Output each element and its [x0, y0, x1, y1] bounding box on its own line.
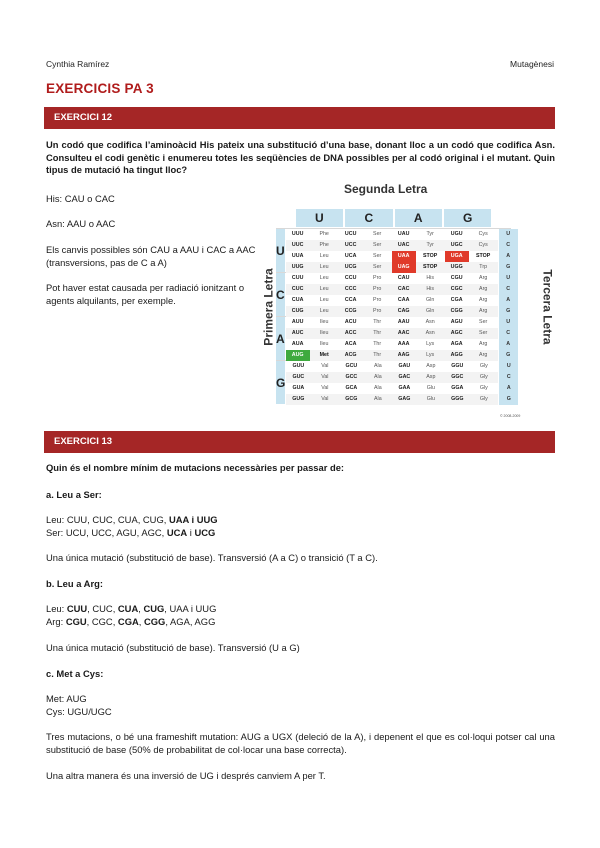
codon-triplet: GGC — [451, 374, 464, 380]
codon-cell — [392, 306, 445, 317]
part-a-title: a. Leu a Ser: — [46, 489, 102, 500]
codon-triplet: ACU — [344, 319, 357, 325]
codon-row — [286, 317, 518, 328]
amino-acid: Gln — [426, 308, 435, 314]
exercise-12-question: Un codó que codifica l’aminoàcid His pateix una substitució d’una base, donant lloc a un codó que codifica Asn. Consulteu el codi genètic i enumereu totes les seqüències de DNA possibles per al codó original i el mutant. Quin tipus de mutació ha tingut lloc? — [46, 139, 555, 175]
codon-block-u — [276, 228, 511, 272]
codon-cell — [339, 372, 392, 383]
amino-acid: Arg — [479, 341, 488, 347]
codon-cell — [445, 328, 498, 339]
codon-triplet: GCU — [345, 363, 358, 369]
codon-triplet: CGC — [450, 286, 463, 292]
codon-cell — [445, 295, 498, 306]
codon-triplet: AAA — [397, 341, 410, 347]
amino-acid: Asp — [426, 374, 436, 380]
codon-block-g — [276, 360, 511, 404]
codon-cell — [445, 372, 498, 383]
first-letter-cell: G — [276, 361, 286, 404]
codon-triplet: GAA — [398, 385, 411, 391]
codon-cell — [445, 273, 498, 284]
amino-acid: Ser — [479, 330, 488, 336]
codon-triplet: CAC — [397, 286, 410, 292]
second-letter-a: A — [394, 208, 443, 228]
first-letter-cell: A — [276, 317, 286, 360]
amino-acid: Asn — [425, 330, 435, 336]
codon-cell — [392, 273, 445, 284]
codon-cell — [339, 240, 392, 251]
codon-triplet: CCC — [344, 286, 357, 292]
part-c-answer-1: Tres mutacions, o bé una frameshift mutation: AUG a UGX (deleció de la A), i depenent el que es col·loqui potser cal una substitució de base (50% de probabilitat de col·locar una base correcta). — [46, 731, 555, 755]
codon-triplet: CUU — [291, 275, 304, 281]
third-letter-cell: U — [498, 273, 518, 284]
amino-acid: Tyr — [426, 242, 434, 248]
codon-grid — [276, 208, 511, 404]
genetic-code-table — [261, 182, 555, 422]
amino-acid: Pro — [373, 275, 382, 281]
amino-acid: Gly — [479, 363, 488, 369]
third-letter-label: Tercera Letra — [540, 269, 555, 345]
codon-cell — [445, 394, 498, 405]
codon-row — [286, 394, 518, 405]
mutation-cause: Pot haver estat causada per radiació ionitzant o agents alquilants, per exemple. — [46, 282, 245, 306]
amino-acid: Thr — [373, 330, 382, 336]
amino-acid: Ser — [373, 242, 382, 248]
codon-triplet: UUU — [291, 231, 304, 237]
amino-acid: Thr — [373, 341, 382, 347]
codon-cell — [286, 240, 339, 251]
his-codons: His: CAU o CAC — [46, 193, 115, 204]
third-letter-cell: U — [498, 317, 518, 328]
codon-triplet: CAA — [397, 297, 410, 303]
third-letter-cell: G — [498, 262, 518, 273]
codon-triplet: AGC — [450, 330, 463, 336]
codon-row — [286, 251, 518, 262]
amino-acid: Ser — [479, 319, 488, 325]
codon-triplet: UAC — [397, 242, 410, 248]
amino-acid: Met — [319, 352, 329, 358]
codon-cell — [392, 350, 445, 361]
codon-row — [286, 229, 518, 240]
codon-triplet: GUC — [292, 374, 305, 380]
amino-acid: Glu — [426, 396, 435, 402]
part-c-cys: Cys: UGU/UGC — [46, 706, 112, 717]
codon-triplet: GCG — [345, 396, 358, 402]
codon-cell — [392, 262, 445, 273]
codon-cell — [339, 317, 392, 328]
codon-triplet: UAA — [392, 251, 416, 262]
part-b-title: b. Leu a Arg: — [46, 578, 103, 589]
amino-acid: Ser — [373, 264, 382, 270]
codon-cell — [392, 339, 445, 350]
part-a-answer: Una única mutació (substitució de base). Transversió (A a C) o transició (T a C). — [46, 552, 378, 563]
amino-acid: Arg — [479, 286, 488, 292]
codon-cell — [445, 284, 498, 295]
first-letter-cell: C — [276, 273, 286, 316]
second-letter-u: U — [295, 208, 344, 228]
amino-acid: His — [426, 275, 434, 281]
amino-acid: Leu — [319, 264, 329, 270]
codon-triplet: ACC — [344, 330, 357, 336]
codon-row — [286, 339, 518, 350]
codon-cell — [445, 317, 498, 328]
codon-triplet: GCA — [345, 385, 358, 391]
codon-row — [286, 295, 518, 306]
part-a-leu: Leu: CUU, CUC, CUA, CUG, UAA i UUG — [46, 514, 218, 525]
codon-triplet: UGG — [450, 264, 463, 270]
amino-acid: Arg — [479, 297, 488, 303]
first-letter-cell: U — [276, 229, 286, 272]
codon-triplet: CUA — [291, 297, 304, 303]
codon-triplet: GUG — [292, 396, 305, 402]
codon-cell — [286, 394, 339, 405]
part-a-ser: Ser: UCU, UCC, AGU, AGC, UCA i UCG — [46, 527, 216, 538]
codon-cell — [286, 372, 339, 383]
third-letter-cell: A — [498, 251, 518, 262]
codon-triplet: UAU — [397, 231, 410, 237]
amino-acid: Arg — [479, 275, 488, 281]
codon-triplet: UCA — [344, 253, 357, 259]
codon-cell — [339, 262, 392, 273]
part-b-answer: Una única mutació (substitució de base). Transversió (U a G) — [46, 642, 300, 653]
codon-cell — [339, 251, 392, 262]
amino-acid: Val — [321, 396, 329, 402]
amino-acid: Ala — [374, 385, 382, 391]
codon-triplet: AUC — [291, 330, 304, 336]
amino-acid: Gly — [479, 396, 488, 402]
amino-acid: STOP — [423, 264, 438, 270]
first-letter-label: Primera Letra — [261, 268, 276, 346]
codon-cell — [286, 284, 339, 295]
third-letter-cell: G — [498, 394, 518, 405]
codon-block-c — [276, 272, 511, 316]
amino-acid: Ala — [374, 374, 382, 380]
third-letter-cell: A — [498, 383, 518, 394]
codon-triplet: UCC — [344, 242, 357, 248]
codon-triplet: CCG — [344, 308, 357, 314]
third-letter-cell: U — [498, 361, 518, 372]
amino-acid: Asp — [426, 363, 436, 369]
codon-cell — [339, 350, 392, 361]
amino-acid: Tyr — [426, 231, 434, 237]
amino-acid: Ala — [374, 396, 382, 402]
codon-triplet: UAG — [392, 262, 416, 273]
amino-acid: Gly — [479, 374, 488, 380]
part-c-answer-2: Una altra manera és una inversió de UG i després canviem A per T. — [46, 770, 326, 781]
amino-acid: Arg — [479, 352, 488, 358]
third-letter-cell: C — [498, 372, 518, 383]
codon-cell — [392, 394, 445, 405]
amino-acid: Asn — [425, 319, 435, 325]
table-credit: © 2008-2009 — [500, 414, 521, 418]
codon-cell — [392, 328, 445, 339]
codon-cell — [445, 383, 498, 394]
amino-acid: Ala — [374, 363, 382, 369]
codon-row — [286, 383, 518, 394]
codon-triplet: GAU — [398, 363, 411, 369]
codon-triplet: UCG — [344, 264, 357, 270]
codon-triplet: GGU — [451, 363, 464, 369]
codon-cell — [339, 306, 392, 317]
codon-cell — [339, 394, 392, 405]
codon-row — [286, 350, 518, 361]
amino-acid: Cys — [478, 231, 488, 237]
amino-acid: Lys — [426, 352, 435, 358]
codon-cell — [286, 251, 339, 262]
amino-acid: Ileu — [319, 319, 329, 325]
codon-cell — [339, 273, 392, 284]
amino-acid: Val — [321, 363, 329, 369]
amino-acid: STOP — [476, 253, 491, 259]
codon-triplet: UUA — [291, 253, 304, 259]
codon-cell — [445, 350, 498, 361]
amino-acid: Pro — [373, 297, 382, 303]
third-letter-cell: G — [498, 350, 518, 361]
possible-changes: Els canvis possibles són CAU a AAU i CAC a AAC (transversions, pas de C a A) — [46, 244, 256, 268]
part-b-leu: Leu: CUU, CUC, CUA, CUG, UAA i UUG — [46, 603, 217, 614]
second-letter-title: Segunda Letra — [344, 182, 428, 196]
codon-cell — [339, 295, 392, 306]
amino-acid: Phe — [319, 242, 329, 248]
codon-triplet: UGA — [445, 251, 469, 262]
amino-acid: Cys — [478, 242, 488, 248]
amino-acid: Gly — [479, 385, 488, 391]
amino-acid: Arg — [479, 308, 488, 314]
amino-acid: Leu — [319, 308, 329, 314]
third-letter-cell: C — [498, 240, 518, 251]
page-title: EXERCICIS PA 3 — [46, 81, 154, 96]
codon-triplet: CCU — [344, 275, 357, 281]
codon-triplet: AUA — [291, 341, 304, 347]
amino-acid: Leu — [319, 297, 329, 303]
codon-cell — [286, 295, 339, 306]
codon-triplet: ACA — [344, 341, 357, 347]
header-author: Cynthia Ramírez — [46, 59, 110, 69]
third-letter-cell: C — [498, 284, 518, 295]
codon-cell — [339, 229, 392, 240]
codon-row — [286, 284, 518, 295]
amino-acid: STOP — [423, 253, 438, 259]
codon-triplet: UGU — [450, 231, 463, 237]
codon-triplet: AGU — [450, 319, 463, 325]
amino-acid: Ileu — [319, 330, 329, 336]
codon-cell — [392, 372, 445, 383]
codon-triplet: CGA — [450, 297, 463, 303]
codon-triplet: CCA — [344, 297, 357, 303]
third-letter-cell: U — [498, 229, 518, 240]
amino-acid: Val — [321, 374, 329, 380]
second-letter-g: G — [443, 208, 492, 228]
codon-row — [286, 273, 518, 284]
amino-acid: Ser — [373, 253, 382, 259]
codon-row — [286, 372, 518, 383]
codon-row — [286, 240, 518, 251]
codon-row — [286, 262, 518, 273]
codon-cell — [286, 317, 339, 328]
codon-triplet: GGG — [451, 396, 464, 402]
codon-cell — [445, 339, 498, 350]
codon-triplet: AAC — [397, 330, 410, 336]
codon-row — [286, 306, 518, 317]
asn-codons: Asn: AAU o AAC — [46, 218, 116, 229]
codon-triplet: GUA — [292, 385, 305, 391]
exercise-12-band: EXERCICI 12 — [44, 107, 555, 129]
codon-triplet: UUG — [291, 264, 304, 270]
codon-cell — [445, 251, 498, 262]
amino-acid: Pro — [373, 286, 382, 292]
codon-cell — [286, 328, 339, 339]
codon-triplet: AUU — [291, 319, 304, 325]
amino-acid: Gln — [426, 297, 435, 303]
header-topic: Mutagènesi — [510, 59, 554, 69]
codon-triplet: CAU — [397, 275, 410, 281]
codon-cell — [392, 251, 445, 262]
amino-acid: Lys — [426, 341, 435, 347]
amino-acid: Pro — [373, 308, 382, 314]
codon-row — [286, 361, 518, 372]
codon-cell — [445, 361, 498, 372]
codon-cell — [339, 339, 392, 350]
codon-triplet: GAC — [398, 374, 411, 380]
codon-triplet: UGC — [450, 242, 463, 248]
amino-acid: Trp — [479, 264, 488, 270]
codon-cell — [339, 383, 392, 394]
part-b-arg: Arg: CGU, CGC, CGA, CGG, AGA, AGG — [46, 616, 216, 627]
third-letter-cell: G — [498, 306, 518, 317]
third-letter-cell: A — [498, 339, 518, 350]
codon-triplet: GCC — [345, 374, 358, 380]
codon-cell — [286, 229, 339, 240]
codon-triplet: CGG — [450, 308, 463, 314]
exercise-13-band: EXERCICI 13 — [44, 431, 555, 453]
amino-acid: Phe — [319, 231, 329, 237]
codon-triplet: GGA — [451, 385, 464, 391]
codon-cell — [445, 240, 498, 251]
amino-acid: Glu — [426, 385, 435, 391]
second-letter-c: C — [344, 208, 393, 228]
amino-acid: Val — [321, 385, 329, 391]
codon-cell — [339, 328, 392, 339]
codon-triplet: UUC — [291, 242, 304, 248]
amino-acid: Ser — [373, 231, 382, 237]
codon-triplet: GUU — [292, 363, 305, 369]
part-c-title: c. Met a Cys: — [46, 668, 104, 679]
third-letter-cell: A — [498, 295, 518, 306]
codon-cell — [392, 240, 445, 251]
codon-triplet: AUG — [286, 350, 310, 361]
amino-acid: Thr — [373, 352, 382, 358]
codon-triplet: CUC — [291, 286, 304, 292]
codon-cell — [286, 350, 339, 361]
codon-cell — [392, 284, 445, 295]
amino-acid: Leu — [319, 286, 329, 292]
codon-cell — [286, 273, 339, 284]
codon-cell — [339, 284, 392, 295]
codon-cell — [392, 361, 445, 372]
codon-cell — [339, 361, 392, 372]
codon-triplet: AGG — [450, 352, 463, 358]
codon-block-a — [276, 316, 511, 360]
codon-cell — [392, 383, 445, 394]
codon-cell — [392, 317, 445, 328]
amino-acid: Leu — [319, 253, 329, 259]
codon-triplet: UCU — [344, 231, 357, 237]
codon-cell — [392, 229, 445, 240]
codon-triplet: GAG — [398, 396, 411, 402]
codon-triplet: CUG — [291, 308, 304, 314]
amino-acid: Leu — [319, 275, 329, 281]
part-c-met: Met: AUG — [46, 693, 87, 704]
codon-triplet: ACG — [344, 352, 357, 358]
codon-triplet: CGU — [450, 275, 463, 281]
amino-acid: Ileu — [319, 341, 329, 347]
codon-triplet: AAG — [397, 352, 410, 358]
codon-cell — [392, 295, 445, 306]
codon-cell — [286, 262, 339, 273]
codon-cell — [286, 339, 339, 350]
codon-triplet: AGA — [450, 341, 463, 347]
codon-cell — [445, 229, 498, 240]
codon-cell — [286, 361, 339, 372]
codon-triplet: CAG — [397, 308, 410, 314]
codon-cell — [286, 383, 339, 394]
codon-cell — [445, 306, 498, 317]
codon-cell — [286, 306, 339, 317]
third-letter-cell: C — [498, 328, 518, 339]
exercise-13-question: Quin és el nombre mínim de mutacions necessàries per passar de: — [46, 462, 345, 473]
codon-cell — [445, 262, 498, 273]
codon-row — [286, 328, 518, 339]
amino-acid: Thr — [373, 319, 382, 325]
codon-triplet: AAU — [397, 319, 410, 325]
amino-acid: His — [426, 286, 434, 292]
